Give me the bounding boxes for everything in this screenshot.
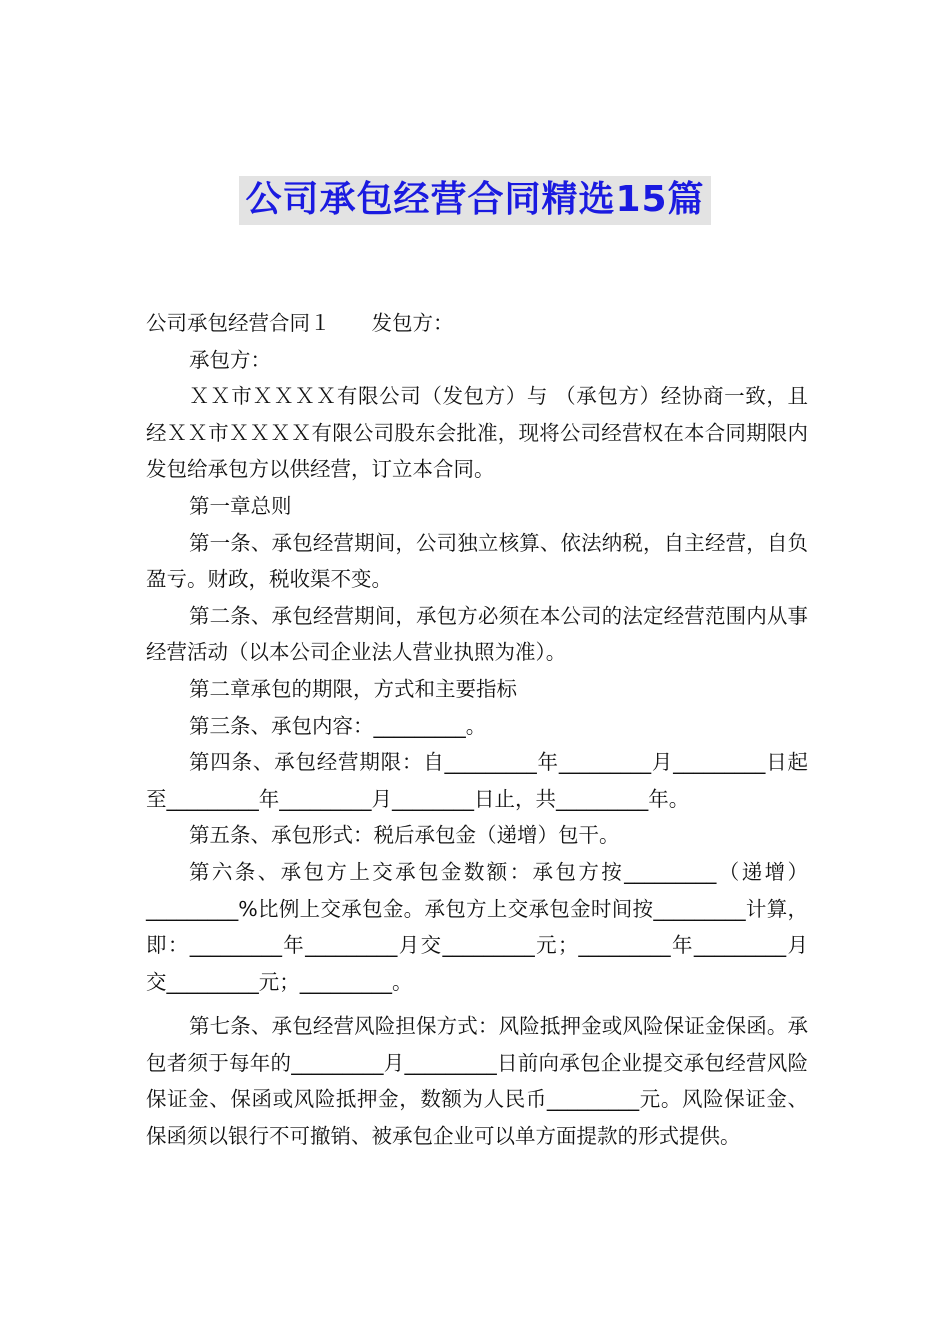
contractor-line: 承包方：	[189, 347, 271, 372]
chapter-2-heading: 第二章承包的期限，方式和主要指标	[189, 676, 517, 701]
article-3: 第三条、承包内容：_________。	[189, 713, 487, 738]
article-4: 第四条、承包经营期限：自_________年_________月_________日起至_________年_________月________日止，共_________年。	[146, 750, 808, 811]
article-7: 第七条、承包经营风险担保方式：风险抵押金或风险保证金保函。承包者须于每年的_________月_________日前向承包企业提交承包经营风险保证金、保函或风险抵押金，数额为人民币_________元。风险保证金、保函须以银行不可撤销、被承包企业可以单方面提款的形式提供。	[146, 1014, 808, 1149]
document-title: 公司承包经营合同精选15篇	[239, 176, 710, 225]
contract-heading-line: 公司承包经营合同１ 发包方：	[146, 311, 454, 335]
article-2: 第二条、承包经营期间，承包方必须在本公司的法定经营范围内从事经营活动（以本公司企业法人营业执照为准）。	[146, 603, 808, 665]
document-body	[146, 305, 808, 1155]
chapter-1-heading: 第一章总则	[189, 493, 292, 518]
article-1: 第一条、承包经营期间，公司独立核算、依法纳税，自主经营，自负盈亏。财政，税收渠不变。	[146, 530, 808, 592]
article-5: 第五条、承包形式：税后承包金（递增）包干。	[189, 823, 620, 848]
article-6: 第六条、承包方上交承包金数额：承包方按_________（递增）_________%比例上交承包金。承包方上交承包金时间按_________计算，即：_________年_________月交_________元；_________年_________月交_________元；_________。	[146, 859, 808, 994]
preamble-paragraph: ＸＸ市ＸＸＸＸ有限公司（发包方）与 （承包方）经协商一致，且经ＸＸ市ＸＸＸＸ有限公司股东会批准，现将公司经营权在本合同期限内发包给承包方以供经营，订立本合同。	[146, 384, 808, 482]
title-container	[0, 176, 950, 225]
